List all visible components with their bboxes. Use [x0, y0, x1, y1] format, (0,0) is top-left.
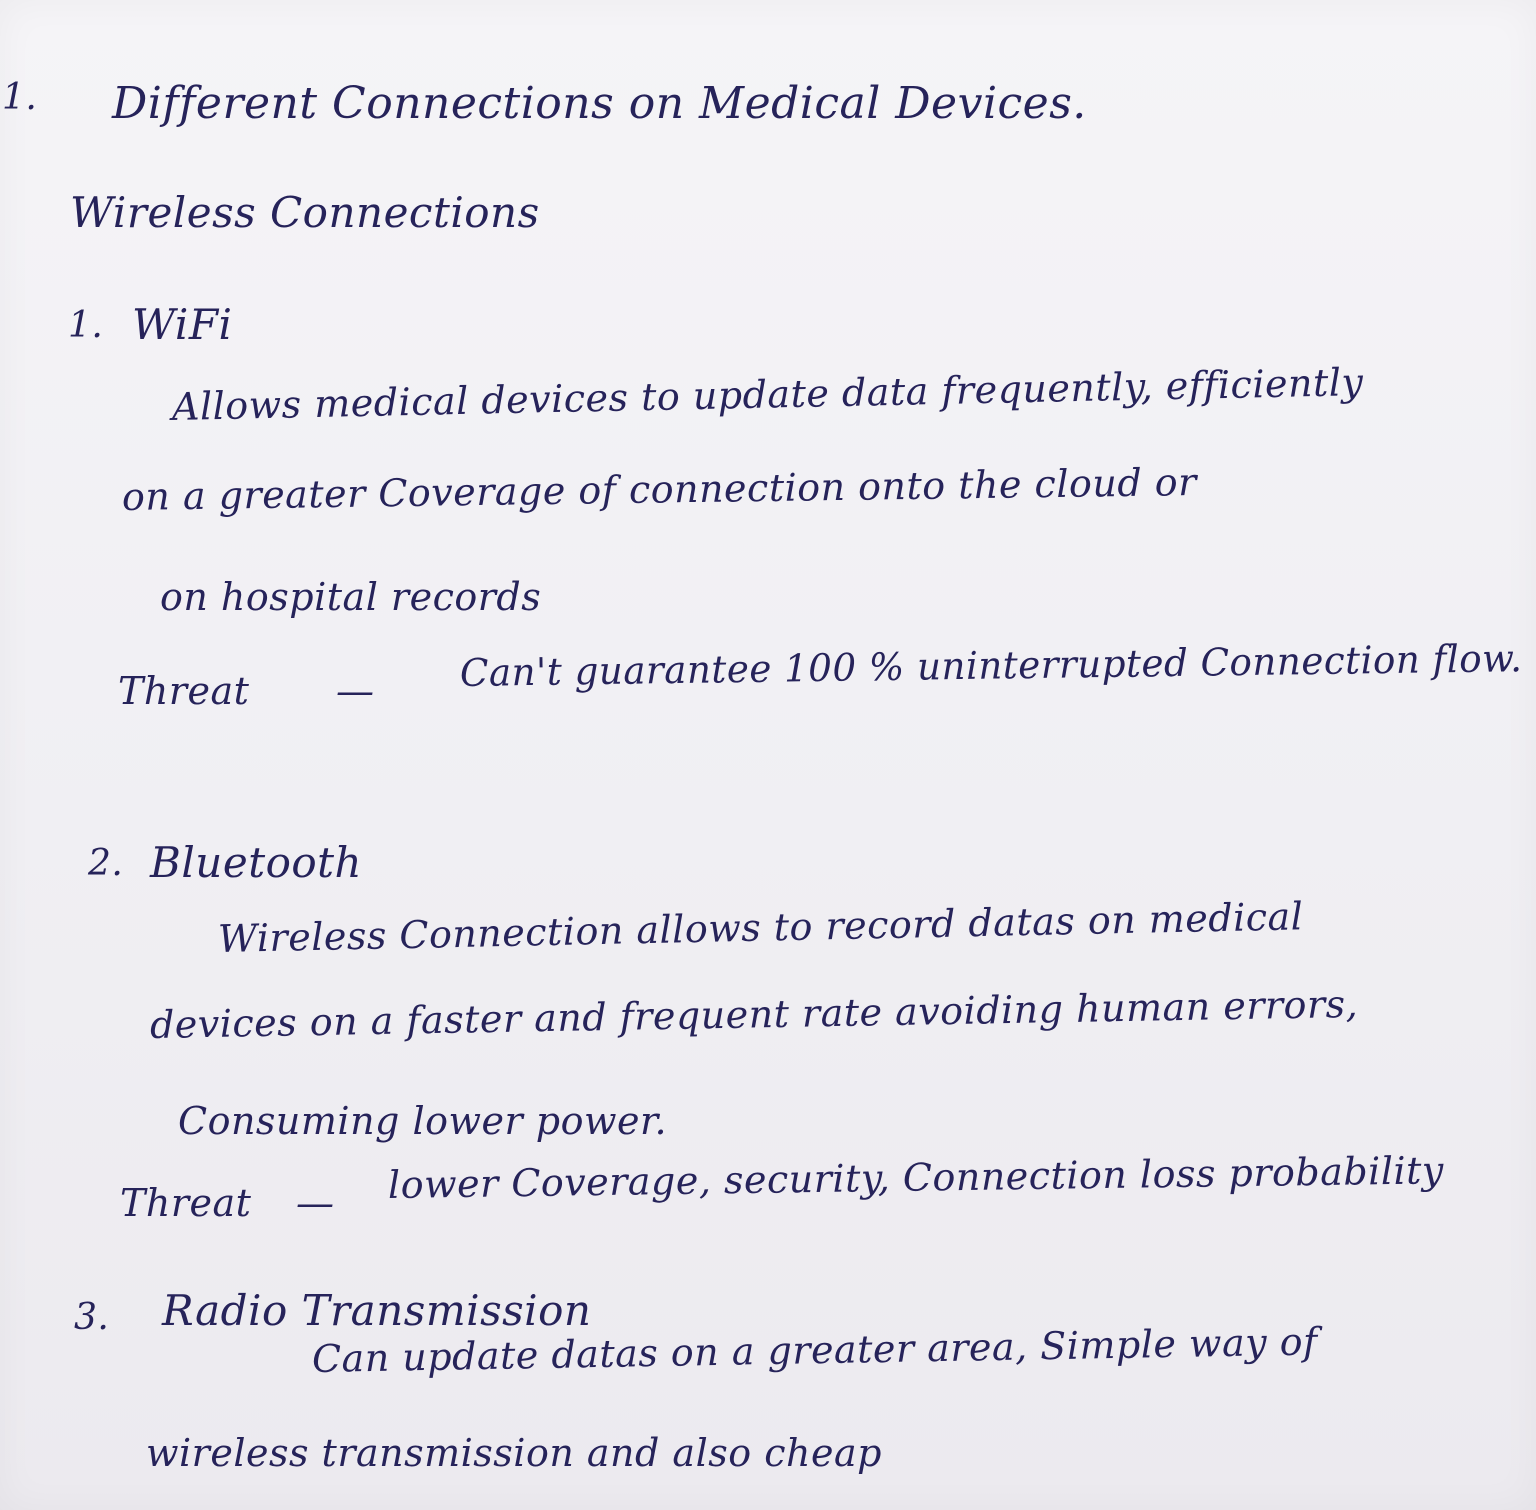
item-line: on hospital records: [160, 575, 542, 619]
threat-text: lower Coverage, security, Connection loss probability: [387, 1148, 1445, 1207]
item-line: Can update datas on a greater area, Simple way of: [311, 1319, 1318, 1381]
threat-dash: —: [336, 669, 375, 713]
item-line: Wireless Connection allows to record datas on medical: [217, 894, 1304, 961]
item-name: Radio Transmission: [162, 1286, 592, 1335]
item-name: Bluetooth: [150, 838, 363, 887]
threat-dash: —: [296, 1181, 335, 1225]
item-line: wireless transmission and also cheap: [146, 1431, 882, 1475]
item-line: devices on a faster and frequent rate avoiding human errors,: [149, 981, 1359, 1047]
item-number: 2.: [88, 843, 124, 884]
item-name: WiFi: [132, 300, 233, 349]
item-number: 3.: [74, 1297, 110, 1338]
threat-label: Threat: [118, 669, 250, 713]
threat-text: Can't guarantee 100 % uninterrupted Connection flow.: [459, 636, 1523, 695]
item-line: Allows medical devices to update data frequently, efficiently: [171, 360, 1364, 429]
threat-label: Threat: [120, 1181, 252, 1225]
item-line: on a greater Coverage of connection onto the cloud or: [121, 459, 1198, 519]
question-title: Different Connections on Medical Devices.: [112, 78, 1087, 129]
question-number: 1.: [2, 77, 38, 118]
section-heading: Wireless Connections: [70, 188, 540, 237]
item-number: 1.: [68, 305, 104, 346]
item-line: Consuming lower power.: [178, 1099, 668, 1143]
